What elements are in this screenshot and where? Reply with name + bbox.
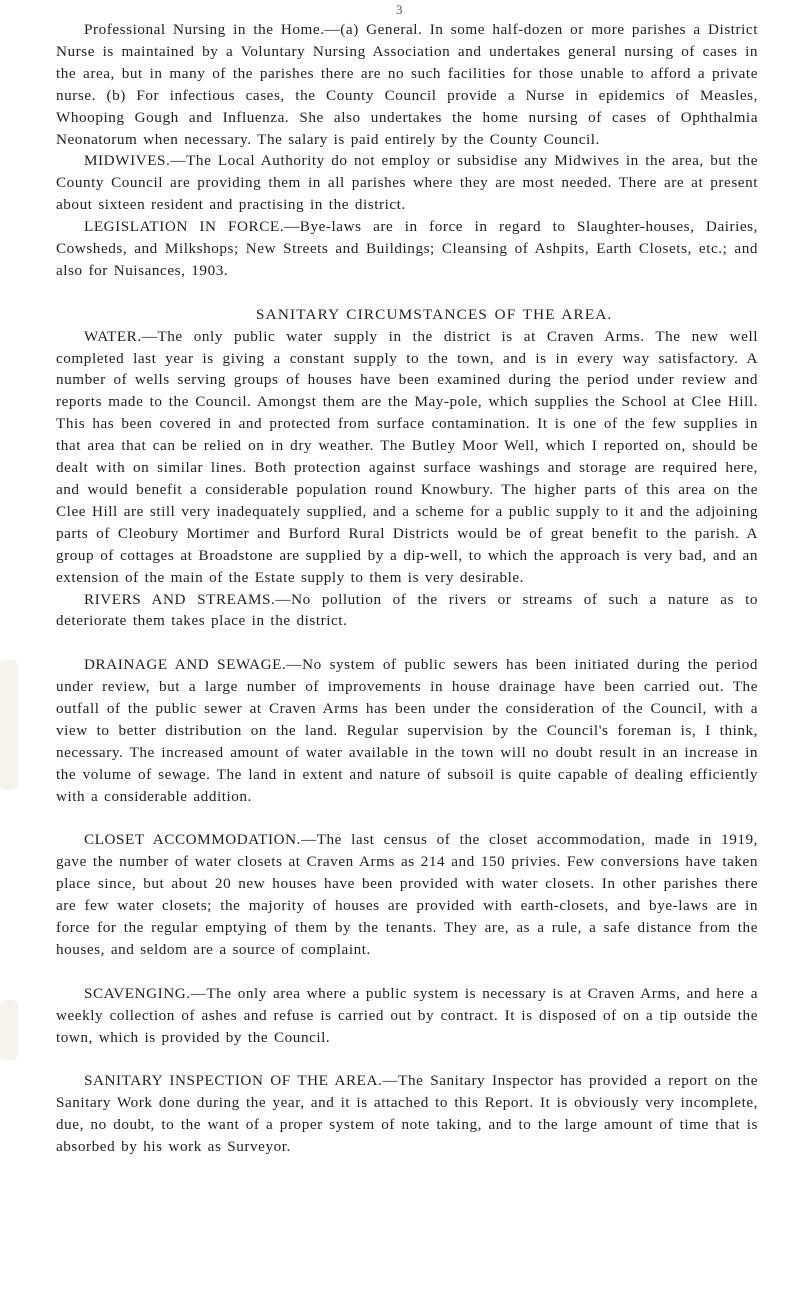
paper-stain bbox=[0, 660, 18, 790]
document-body bbox=[56, 19, 758, 1158]
paragraph-scavenging: SCAVENGING.—The only area where a public system is necessary is at Craven Arms, and here a weekly collection of ashes and refuse is carried out by contract. It is disposed of on a tip outside the town, which is provided by the Council. bbox=[56, 984, 758, 1046]
paragraph-midwives: MIDWIVES.—The Local Authority do not employ or subsidise any Midwives in the area, but the County Council are providing them in all parishes where they are most needed. There are at present about sixteen resident and practising in the district. bbox=[56, 152, 758, 214]
page-mark: 3 bbox=[396, 2, 403, 17]
paper-stain bbox=[0, 1000, 18, 1060]
paragraph-legislation: LEGISLATION IN FORCE.—Bye-laws are in force in regard to Slaughter-houses, Dairies, Cowsheds, and Milkshops; New Streets and Buildings; Cleansing of Ashpits, Earth Closets, etc.; and also for Nuisances, 1903. bbox=[56, 218, 758, 279]
section-heading: SANITARY CIRCUMSTANCES OF THE AREA. bbox=[256, 305, 613, 323]
paragraph-inspection: SANITARY INSPECTION OF THE AREA.—The Sanitary Inspector has provided a report on the Sanitary Work done during the year, and it is attached to this Report. It is obviously very incomplete, due, no doubt, to the want of a proper system of note taking, and to the large amount of time that is absorbed by his work as Surveyor. bbox=[56, 1072, 758, 1156]
paragraph-rivers: RIVERS AND STREAMS.—No pollution of the rivers or streams of such a nature as to deteriorate them takes place in the district. bbox=[56, 590, 758, 630]
paragraph-water: WATER.—The only public water supply in the district is at Craven Arms. The new well completed last year is giving a constant supply to the town, and is in every way satisfactory. A number of wells serving groups of houses have been examined during the period under review and reports made to the Council. Amongst them are the May-pole, which supplies the School at Clee Hill. This has been covered in and protected from surface contamination. It is one of the few supplies in that area that can be relied on in dry weather. The Butley Moor Well, which I reported on, should be dealt with on similar lines. Both protection against surface washings and storage are required here, and would benefit a considerable population round Knowbury. The higher parts of this area on the Clee Hill are still very inadequately supplied, and a scheme for a public supply to it and the adjoining parts of Cleobury Mortimer and Burford Rural Districts would be of great benefit to the parish. A group of cottages at Broadstone are supplied by a dip-well, to which the approach is very bad, and an extension of the main of the Estate supply to them is very desirable. bbox=[56, 327, 758, 586]
paragraph-drainage: DRAINAGE AND SEWAGE.—No system of public sewers has been initiated during the period under review, but a large number of improvements in house drainage have been carried out. The outfall of the public sewer at Craven Arms has been under the consideration of the Council, with a view to better distribution on the land. Regular supervision by the Council's foreman is, I think, necessary. The increased amount of water available in the town will no doubt result in an increase in the volume of sewage. The land in extent and nature of subsoil is quite capable of dealing efficiently with a considerable addition. bbox=[56, 656, 758, 805]
paragraph-closet: CLOSET ACCOMMODATION.—The last census of the closet accommodation, made in 1919, gave the number of water closets at Craven Arms as 214 and 150 privies. Few conversions have taken place since, but about 20 new houses have been provided with water closets. In other parishes there are few water closets; the majority of houses are provided with earth-closets, and bye-laws are in force for the regular emptying of them by the tenants. They are, as a rule, a safe distance from the houses, and seldom are a source of complaint. bbox=[56, 831, 758, 959]
paragraph-nursing: Professional Nursing in the Home.—(a) General. In some half-dozen or more parishes a District Nurse is maintained by a Voluntary Nursing Association and undertakes general nursing of cases in the area, but in many of the parishes there are no such facilities for those unable to afford a private nurse. (b) For infectious cases, the County Council provide a Nurse in epidemics of Measles, Whooping Gough and Influenza. She also undertakes the home nursing of cases of Ophthalmia Neonatorum when necessary. The salary is paid entirely by the County Council. bbox=[56, 21, 758, 148]
